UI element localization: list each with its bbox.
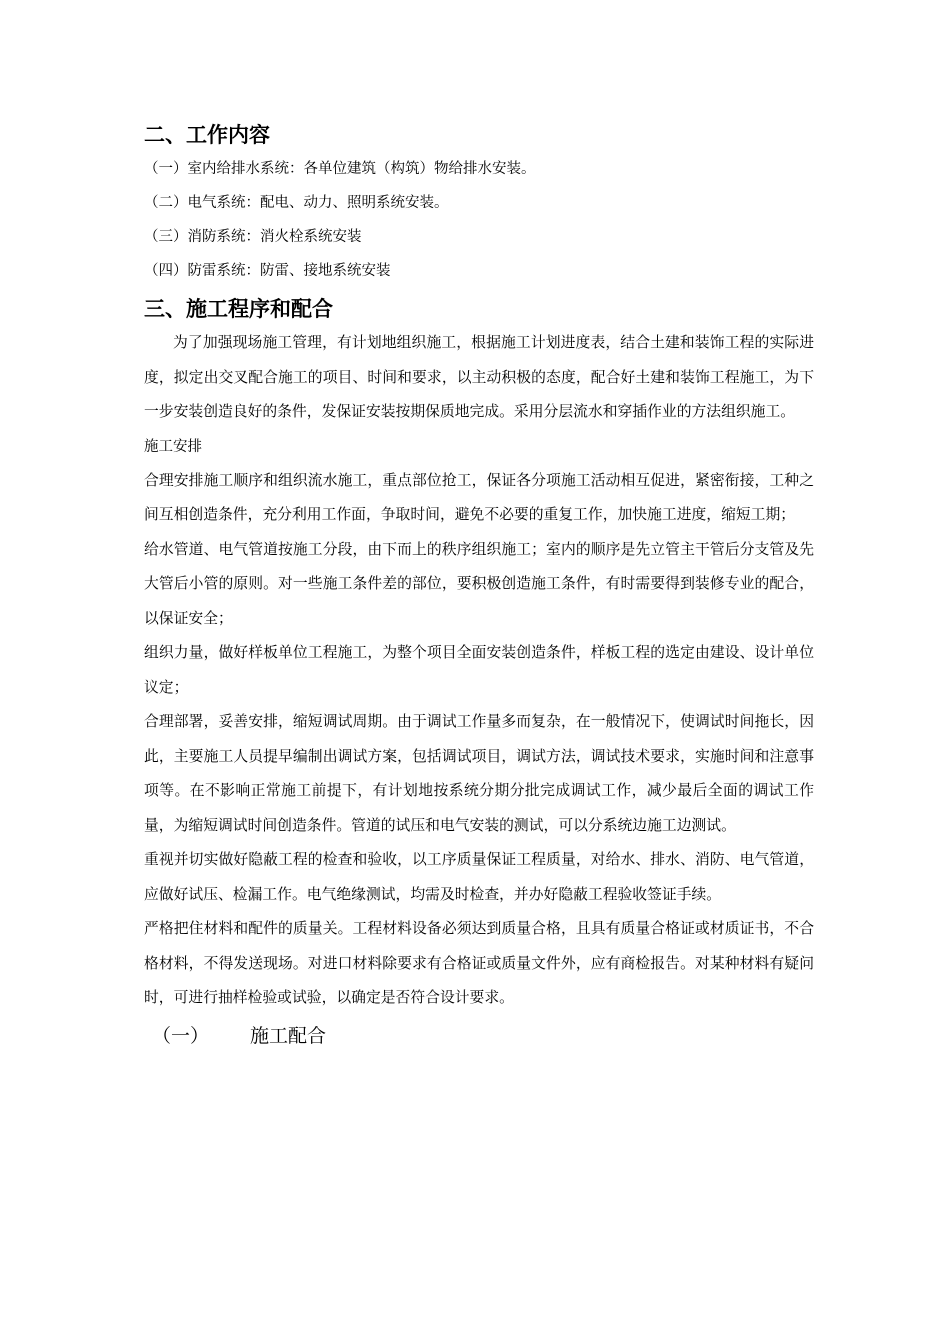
arrangement-paragraph: 合理部署，妥善安排，缩短调试周期。由于调试工作量多而复杂，在一般情况下，使调试时间拖长，因此，主要施工人员提早编制出调试方案，包括调试项目，调试方法，调试技术要求，实施时间和注意事项等。在不影响正常施工前提下，有计划地按系统分期分批完成调试工作，减少最后全面的调试工作量，为缩短调试时间创造条件。管道的试压和电气安装的测试，可以分系统边施工边测试。 <box>144 713 814 834</box>
arrangement-label: 施工安排 <box>144 438 202 455</box>
document-page <box>144 118 814 1054</box>
subsection-title: 施工配合 <box>250 1024 327 1047</box>
work-item-electrical: （二）电气系统：配电、动力、照明系统安装。 <box>144 195 449 211</box>
work-item-plumbing: （一）室内给排水系统：各单位建筑（构筑）物给排水安装。 <box>144 161 536 177</box>
work-item-lightning-protection: （四）防雷系统：防雷、接地系统安装 <box>144 263 391 279</box>
section-heading-work-content: 二、工作内容 <box>144 123 270 147</box>
work-item-fire-protection: （三）消防系统：消火栓系统安装 <box>144 229 362 245</box>
arrangement-paragraph: 重视并切实做好隐蔽工程的检查和验收，以工序质量保证工程质量，对给水、排水、消防、电气管道，应做好试压、检漏工作。电气绝缘测试，均需及时检查，并办好隐蔽工程验收签证手续。 <box>144 851 814 903</box>
section-heading-procedure: 三、施工程序和配合 <box>144 297 333 321</box>
arrangement-paragraph: 给水管道、电气管道按施工分段，由下而上的秩序组织施工；室内的顺序是先立管主干管后分支管及先大管后小管的原则。对一些施工条件差的部位，要积极创造施工条件，有时需要得到装修专业的配合，以保证安全； <box>144 540 814 627</box>
arrangement-paragraph: 合理安排施工顺序和组织流水施工，重点部位抢工，保证各分项施工活动相互促进，紧密衔接，工种之间互相创造条件，充分利用工作面，争取时间，避免不必要的重复工作，加快施工进度，缩短工期； <box>144 471 814 523</box>
subsection-heading <box>144 1018 814 1054</box>
arrangement-paragraph: 严格把住材料和配件的质量关。工程材料设备必须达到质量合格，且具有质量合格证或材质证书，不合格材料，不得发送现场。对进口材料除要求有合格证或质量文件外，应有商检报告。对某种材料有疑问时，可进行抽样检验或试验，以确定是否符合设计要求。 <box>144 920 814 1006</box>
subsection-number: （一） <box>152 1024 210 1047</box>
intro-paragraph: 为了加强现场施工管理，有计划地组织施工，根据施工计划进度表，结合土建和装饰工程的实际进度，拟定出交叉配合施工的项目、时间和要求，以主动积极的态度，配合好土建和装饰工程施工，为下一步安装创造良好的条件，发保证安装按期保质地完成。采用分层流水和穿插作业的方法组织施工。 <box>144 334 814 420</box>
arrangement-paragraph: 组织力量，做好样板单位工程施工，为整个项目全面安装创造条件，样板工程的选定由建设、设计单位议定； <box>144 644 814 696</box>
